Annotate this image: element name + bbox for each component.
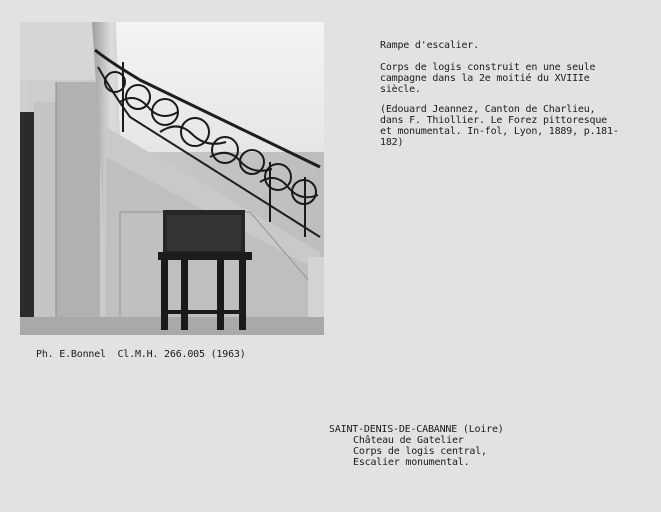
location-commune: SAINT-DENIS-DE-CABANNE (Loire) [329,424,504,435]
location-site: Château de Gatelier [353,435,464,446]
caption-description: Corps de logis construit en une seule campagne dans la 2e moitié du XVIIIe siècle. [380,62,596,95]
staircase-photo-image [20,22,324,335]
location-subject: Escalier monumental. [353,457,470,468]
staircase-photograph [20,22,324,335]
caption-reference: (Edouard Jeannez, Canton de Charlieu, dans F. Thiollier. Le Forez pittoresque et monumental. In-fol, Lyon, 1889, p.181- 182) [380,104,619,148]
location-part: Corps de logis central, [353,446,487,457]
photo-credit: Ph. E.Bonnel Cl.M.H. 266.005 (1963) [36,349,246,360]
caption-title: Rampe d'escalier. [380,40,479,51]
